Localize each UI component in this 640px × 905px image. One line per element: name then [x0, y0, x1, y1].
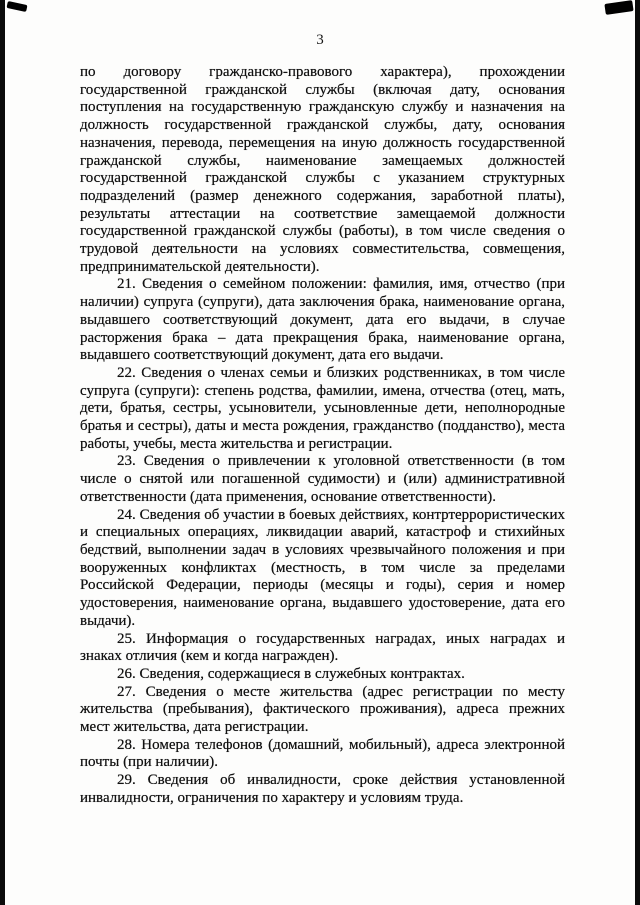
paragraph-27: 27. Сведения о месте жительства (адрес регистрации по месту жительства (пребывания), фактического проживания), адреса прежних мест жительства, дата регистрации. — [80, 683, 565, 736]
paragraph-28: 28. Номера телефонов (домашний, мобильный), адреса электронной почты (при наличии). — [80, 736, 565, 771]
scan-edge-right — [635, 0, 640, 905]
page-number: 3 — [316, 32, 324, 48]
paragraph-22: 22. Сведения о членах семьи и близких родственниках, в том числе супруга (супруги): степень родства, фамилии, имена, отчества (отец, мать, дети, братья, сестры, усыновители, усыновленные дети, неполнородные братья и сестры), даты и места рождения, гражданство (подданство), места работы, учебы, места жительства и регистрации. — [80, 364, 565, 452]
paragraph-26: 26. Сведения, содержащиеся в служебных контрактах. — [117, 665, 465, 682]
paragraph-23: 23. Сведения о привлечении к уголовной ответственности (в том числе о снятой или погашенной судимости) и (или) административной ответственности (дата применения, основание ответственности). — [80, 453, 565, 505]
scan-edge-left — [0, 0, 5, 905]
paragraph-24: 24. Сведения об участии в боевых действиях, контртеррористических и специальных операциях, ликвидации аварий, катастроф и стихийных бедствий, выполнении задач в условиях чрезвычайного положения и при вооруженных конфликтах (местность, в том числе за пределами Российской Федерации, периоды (месяцы и годы), серия и номер удостоверения, наименование органа, выдавшего удостоверение, дата его выдачи). — [80, 506, 565, 629]
paragraph-29: 29. Сведения об инвалидности, сроке действия установленной инвалидности, ограничения по характеру и условиям труда. — [80, 772, 565, 806]
paragraph-continuation: по договору гражданско-правового характера), прохождении государственной гражданской службы (включая дату, основания поступления на государственную гражданскую службу и назначения на должность государственной гражданской службы, дату, основания назначения, перевода, перемещения на иную должность государственной гражданской службы, наименование замещаемых должностей государственной гражданской службы с указанием структурных подразделений (размер денежного содержания, заработной платы), результаты аттестации на соответствие замещаемой должности государственной гражданской службы (работы), в том числе сведения о трудовой деятельности на условиях совместительства, совмещения, предпринимательской деятельности). — [80, 64, 565, 275]
paragraph-25: 25. Информация о государственных наградах, иных наградах и знаках отличия (кем и когда награжден). — [80, 630, 565, 665]
document-body — [80, 64, 565, 808]
paragraph-21: 21. Сведения о семейном положении: фамилия, имя, отчество (при наличии) супруга (супруги), дата заключения брака, наименование органа, выдавшего соответствующий документ, дата его выдачи, в случае расторжения брака – дата прекращения брака, наименование органа, выдавшего соответствующий документ, дата его выдачи. — [80, 276, 565, 364]
